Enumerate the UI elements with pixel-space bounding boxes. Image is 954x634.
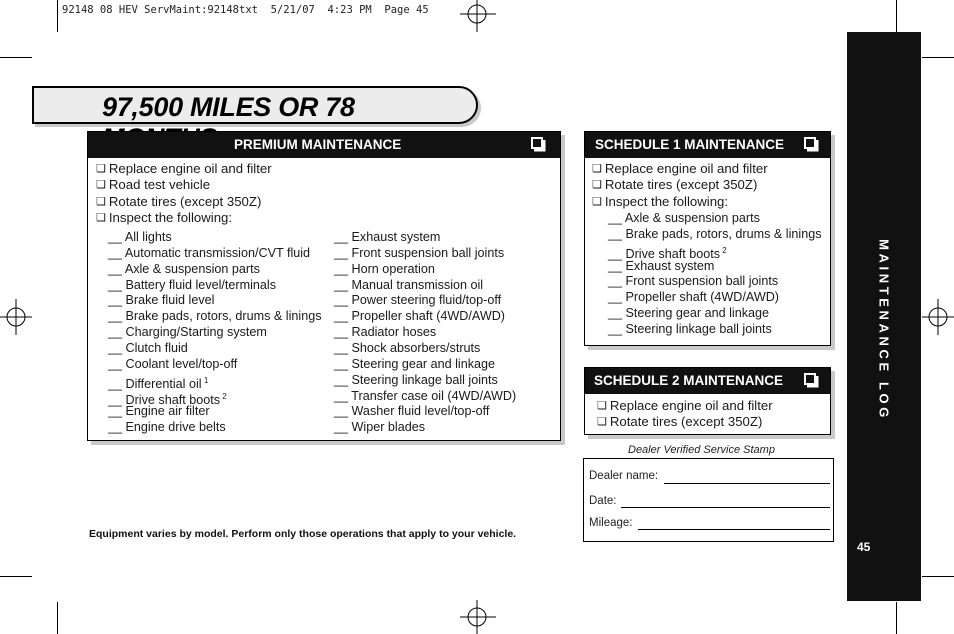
checkbox-icon[interactable]: ❏ — [96, 163, 106, 175]
checkbox-icon — [804, 137, 819, 152]
dealer-name-label: Dealer name: — [589, 470, 659, 482]
inspect-item-label: Exhaust system — [351, 230, 441, 244]
schedule-1-item-label: Inspect the following: — [604, 193, 729, 209]
blank-checkline[interactable]: __ — [108, 261, 125, 276]
inspect-item[interactable] — [334, 389, 516, 405]
premium-item-label: Rotate tires (except 350Z) — [108, 193, 262, 209]
blank-checkline[interactable]: __ — [334, 356, 352, 371]
inspect-item[interactable] — [608, 227, 822, 243]
blank-checkline[interactable]: __ — [334, 277, 352, 292]
inspect-item[interactable] — [334, 404, 489, 420]
inspect-item-label: Engine air filter — [125, 404, 210, 419]
inspect-item-label: Brake fluid level — [125, 293, 215, 308]
blank-checkline[interactable]: __ — [334, 261, 352, 276]
inspect-item-label: Propeller shaft (4WD/AWD) — [351, 309, 506, 324]
schedule-2-item-label: Rotate tires (except 350Z) — [609, 414, 763, 430]
page-number: 45 — [857, 540, 871, 554]
blank-checkline[interactable]: __ — [608, 274, 626, 289]
blank-checkline[interactable]: __ — [108, 340, 126, 355]
inspect-item[interactable] — [334, 293, 501, 309]
premium-panel-header — [88, 132, 560, 158]
inspect-item[interactable] — [108, 357, 237, 373]
footnote-marker: 1 — [201, 375, 209, 385]
inspect-item[interactable] — [334, 341, 480, 357]
inspect-item[interactable] — [608, 211, 760, 227]
inspect-item-label: Shock absorbers/struts — [351, 340, 481, 355]
crop-mark — [0, 57, 32, 58]
crop-mark — [896, 0, 897, 32]
checkbox-icon — [531, 137, 546, 152]
blank-checkline[interactable]: __ — [108, 376, 126, 391]
date-field[interactable] — [621, 507, 830, 508]
checkbox-icon[interactable]: ❏ — [592, 179, 602, 192]
schedule-2-item[interactable] — [597, 414, 762, 430]
blank-checkline[interactable]: __ — [608, 290, 626, 305]
inspect-item-label: Transfer case oil (4WD/AWD) — [351, 388, 517, 403]
crop-mark — [922, 57, 954, 58]
blank-checkline[interactable]: __ — [108, 356, 126, 371]
date-label: Date: — [589, 495, 617, 507]
blank-checkline[interactable]: __ — [608, 321, 626, 336]
blank-checkline[interactable]: __ — [334, 372, 352, 387]
inspect-item[interactable] — [608, 259, 714, 275]
inspect-item-label: Power steering fluid/top-off — [351, 293, 502, 308]
inspect-item[interactable] — [334, 262, 435, 278]
inspect-item[interactable] — [334, 246, 504, 262]
premium-item[interactable] — [96, 161, 272, 177]
schedule-2-panel — [584, 367, 831, 435]
inspect-item[interactable] — [108, 341, 188, 357]
equipment-footnote: Equipment varies by model. Perform only those operations that apply to your vehicle. — [89, 528, 517, 540]
blank-checkline[interactable]: __ — [334, 340, 352, 355]
inspect-item-label: Charging/Starting system — [125, 325, 267, 340]
inspect-item[interactable] — [334, 278, 483, 294]
inspect-item-label: Brake pads, rotors, drums & linings — [125, 309, 322, 324]
inspect-item-label: Radiator hoses — [351, 325, 437, 340]
inspect-item[interactable] — [334, 325, 436, 341]
premium-item[interactable] — [96, 210, 232, 226]
inspect-item-label: Steering linkage ball joints — [351, 372, 498, 387]
dealer-stamp-box — [583, 458, 834, 542]
premium-item-label: Inspect the following: — [108, 209, 233, 225]
inspect-item[interactable] — [608, 306, 769, 322]
crop-mark — [0, 576, 32, 577]
inspect-item-label: Exhaust system — [625, 258, 715, 273]
blank-checkline[interactable]: __ — [608, 211, 625, 225]
premium-item[interactable] — [96, 177, 210, 193]
inspect-item-label: Steering linkage ball joints — [625, 321, 772, 336]
inspect-item[interactable] — [108, 278, 276, 294]
checkbox-icon — [804, 373, 819, 388]
inspect-item-label: Brake pads, rotors, drums & linings — [625, 226, 822, 241]
mileage-label: Mileage: — [589, 517, 633, 529]
inspect-item[interactable] — [108, 404, 210, 420]
inspect-item-label: Differential oil — [125, 376, 202, 391]
blank-checkline[interactable]: __ — [608, 226, 626, 241]
checkbox-icon[interactable]: ❏ — [597, 416, 607, 429]
registration-mark-icon — [458, 0, 498, 32]
inspect-item-label: Steering gear and linkage — [351, 356, 496, 371]
schedule-1-item-label: Rotate tires (except 350Z) — [604, 177, 758, 193]
inspect-item[interactable] — [608, 274, 778, 290]
schedule-2-item[interactable] — [597, 398, 773, 414]
inspect-item-label: Steering gear and linkage — [625, 306, 770, 321]
inspect-item[interactable] — [608, 322, 772, 338]
crop-mark — [57, 602, 58, 634]
schedule-1-item[interactable] — [592, 161, 768, 177]
schedule-1-item[interactable] — [592, 177, 757, 193]
inspect-item[interactable] — [334, 373, 498, 389]
blank-checkline[interactable]: __ — [608, 306, 626, 321]
registration-mark-icon — [922, 297, 954, 337]
blank-checkline[interactable]: __ — [108, 392, 126, 407]
blank-checkline[interactable]: __ — [334, 293, 352, 308]
blank-checkline[interactable]: __ — [334, 325, 352, 340]
inspect-item[interactable] — [108, 325, 267, 341]
premium-item[interactable] — [96, 194, 261, 210]
checkbox-icon[interactable]: ❏ — [96, 179, 106, 192]
inspect-item[interactable] — [608, 290, 779, 306]
checkbox-icon[interactable]: ❏ — [592, 163, 602, 175]
page-title: 97,500 MILES OR 78 — [102, 92, 355, 122]
inspect-item-label: Coolant level/top-off — [125, 356, 238, 371]
inspect-item-label: Automatic transmission/CVT fluid — [124, 245, 311, 260]
crop-mark — [922, 576, 954, 577]
schedule-2-header — [585, 368, 830, 394]
blank-checkline[interactable]: __ — [608, 246, 626, 261]
inspect-item[interactable] — [334, 309, 505, 325]
inspect-item-label: Manual transmission oil — [351, 277, 484, 292]
section-label: MAINTENANCE LOG — [876, 239, 892, 421]
dealer-name-field[interactable] — [664, 483, 830, 484]
blank-checkline[interactable]: __ — [334, 230, 352, 244]
registration-mark-icon — [0, 297, 32, 337]
schedule-2-item-label: Replace engine oil and filter — [609, 398, 773, 413]
inspect-item-label: Horn operation — [351, 261, 435, 276]
premium-heading: PREMIUM MAINTENANCE — [234, 137, 402, 152]
blank-checkline[interactable]: __ — [334, 420, 352, 435]
inspect-item-label: Battery fluid level/terminals — [125, 277, 277, 292]
premium-item-label: Replace engine oil and filter — [108, 161, 272, 176]
inspect-item-label: Axle & suspension parts — [124, 261, 260, 276]
inspect-item-label: Axle & suspension parts — [624, 211, 760, 225]
schedule-1-item-label: Replace engine oil and filter — [604, 161, 768, 176]
blank-checkline[interactable]: __ — [108, 277, 126, 292]
inspect-item[interactable] — [334, 230, 440, 246]
blank-checkline[interactable]: __ — [108, 293, 126, 308]
footnote-marker: 2 — [720, 245, 727, 255]
checkbox-icon[interactable]: ❏ — [597, 400, 607, 412]
blank-checkline[interactable]: __ — [108, 420, 126, 435]
premium-maintenance-panel — [87, 131, 561, 441]
inspect-item-label: All lights — [124, 230, 172, 244]
inspect-item-label: Engine drive belts — [125, 420, 226, 435]
checkbox-icon[interactable]: ❏ — [96, 195, 106, 208]
footnote-marker: 2 — [220, 391, 227, 401]
inspect-item[interactable] — [108, 230, 172, 246]
stamp-caption: Dealer Verified Service Stamp — [628, 444, 775, 456]
inspect-item[interactable] — [108, 293, 214, 309]
inspect-item[interactable] — [108, 420, 226, 436]
checkbox-icon[interactable]: ❏ — [592, 195, 602, 208]
blank-checkline[interactable]: __ — [608, 258, 626, 273]
blank-checkline[interactable]: __ — [334, 404, 352, 419]
blank-checkline[interactable]: __ — [108, 325, 126, 340]
inspect-item-label: Front suspension ball joints — [625, 274, 779, 289]
print-slug: 92148 08 HEV ServMaint:92148txt 5/21/07 4:23 PM Page 45 — [62, 4, 429, 16]
title-banner — [32, 86, 478, 124]
blank-checkline[interactable]: __ — [108, 230, 125, 244]
crop-mark — [57, 0, 58, 32]
blank-checkline[interactable]: __ — [108, 309, 126, 324]
inspect-item-label: Front suspension ball joints — [351, 245, 505, 260]
blank-checkline[interactable]: __ — [334, 245, 352, 260]
registration-mark-icon — [458, 600, 498, 634]
inspect-item[interactable] — [334, 357, 495, 373]
inspect-item-label: Drive shaft boots — [125, 392, 221, 407]
inspect-item-label: Washer fluid level/top-off — [351, 404, 490, 419]
inspect-item-label: Propeller shaft (4WD/AWD) — [625, 290, 780, 305]
schedule-1-panel — [584, 131, 831, 346]
premium-item-label: Road test vehicle — [108, 177, 211, 193]
inspect-item-label: Wiper blades — [351, 420, 426, 435]
blank-checkline[interactable]: __ — [108, 245, 125, 260]
blank-checkline[interactable]: __ — [334, 309, 352, 324]
inspect-item-label: Drive shaft boots — [625, 246, 721, 261]
inspect-item[interactable] — [108, 309, 322, 325]
crop-mark — [896, 602, 897, 634]
inspect-item[interactable] — [334, 420, 425, 436]
mileage-field[interactable] — [638, 529, 830, 530]
schedule-2-heading: SCHEDULE 2 MAINTENANCE — [594, 373, 784, 388]
checkbox-icon[interactable]: ❏ — [96, 211, 106, 224]
schedule-1-header — [585, 132, 830, 158]
blank-checkline[interactable]: __ — [108, 404, 126, 419]
blank-checkline[interactable]: __ — [334, 388, 352, 403]
inspect-item[interactable] — [108, 246, 310, 262]
schedule-1-heading: SCHEDULE 1 MAINTENANCE — [595, 137, 785, 152]
schedule-1-item[interactable] — [592, 194, 728, 210]
inspect-item-label: Clutch fluid — [125, 340, 188, 355]
inspect-item[interactable] — [108, 262, 260, 278]
